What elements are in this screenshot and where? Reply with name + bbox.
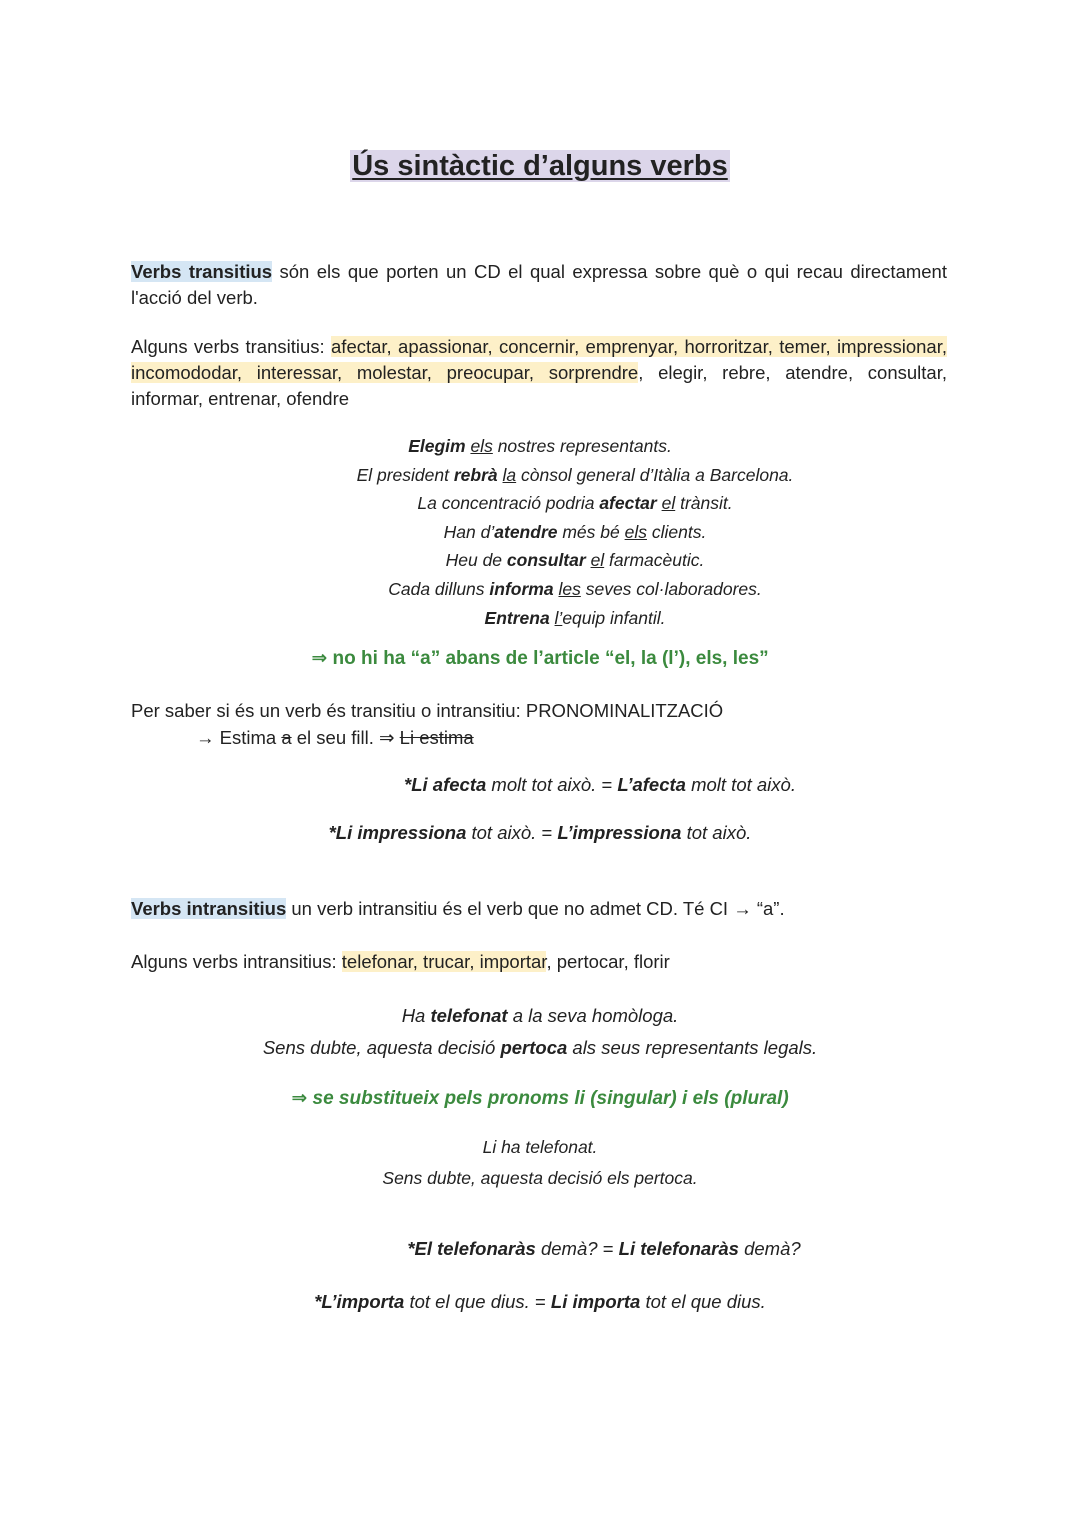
transitive-verb-list: [131, 334, 947, 412]
transitive-term: Verbs transitius: [131, 261, 273, 282]
example-line: La concentració podria afectar el trànsit.: [417, 493, 733, 514]
example-line: El president rebrà la cònsol general d’Itàlia a Barcelona.: [356, 464, 794, 485]
transitive-definition-text: són els que porten un CD el qual expressa sobre què o qui recau directament l'acció del verb.: [131, 261, 947, 308]
transitive-rule: ⇒ no hi ha “a” abans de l’article “el, la (l’), els, les”: [311, 648, 769, 669]
transitive-highlighted-verbs: afectar, apassionar, concernir, emprenyar, horroritzar, temer, impressionar, incomododar, interessar, molestar, preocupar, sorprendre: [131, 336, 947, 383]
pronominal-case: *Li impressiona tot això. = L’impressiona tot això.: [328, 822, 752, 843]
example-line: Han d’atendre més bé els clients.: [443, 521, 707, 542]
intransitive-definition-text: un verb intransitiu és el verb que no admet CD. Té CI → “a”.: [286, 898, 785, 919]
example-line: Cada dilluns informa les seves col·laboradores.: [388, 578, 762, 599]
example-line: Sens dubte, aquesta decisió pertoca als seus representants legals.: [262, 1036, 818, 1058]
transitive-other-verbs: , elegir, rebre, atendre, consultar, informar, entrenar, ofendre: [131, 362, 947, 409]
transitive-list-intro: Alguns verbs transitius:: [131, 336, 332, 357]
pronominal-example: → Estima a el seu fill. ⇒ Li estima: [196, 727, 474, 748]
substitution-line: Sens dubte, aquesta decisió els pertoca.: [382, 1168, 698, 1188]
intransitive-verb-list: [131, 949, 947, 975]
example-line: Ha telefonat a la seva homòloga.: [401, 1005, 679, 1026]
intransitive-examples: [0, 1000, 1080, 1063]
transitive-examples: [0, 432, 1080, 632]
example-line: Elegim els nostres representants.: [408, 436, 672, 456]
example-line: Entrena l’equip infantil.: [484, 607, 666, 628]
intransitive-case: *L’importa tot el que dius. = Li importa tot el que dius.: [314, 1291, 766, 1312]
pronominal-intro: Per saber si és un verb és transitiu o intransitiu: PRONOMINALITZACIÓ: [131, 700, 724, 721]
intransitive-rule: ⇒ se substitueix pels pronoms li (singular) i els (plural): [291, 1088, 789, 1109]
page-title-text: Ús sintàctic d’alguns verbs: [352, 150, 728, 182]
intransitive-case: *El telefonaràs demà? = Li telefonaràs demà?: [407, 1238, 801, 1259]
substitution-line: Li ha telefonat.: [482, 1137, 598, 1157]
intransitive-substitutions: [0, 1132, 1080, 1194]
transitive-definition: [131, 259, 947, 311]
pronominal-case: *Li afecta molt tot això. = L’afecta molt tot això.: [404, 774, 796, 795]
intransitive-highlighted-verbs: telefonar, trucar, importar: [341, 951, 547, 972]
intransitive-definition: [131, 896, 947, 922]
intransitive-other-verbs: , pertocar, florir: [546, 951, 670, 972]
intransitive-list-intro: Alguns verbs intransitius:: [131, 951, 342, 972]
page-title: [0, 150, 1080, 183]
intransitive-term: Verbs intransitius: [131, 898, 287, 919]
example-line: Heu de consultar el farmacèutic.: [445, 550, 705, 571]
